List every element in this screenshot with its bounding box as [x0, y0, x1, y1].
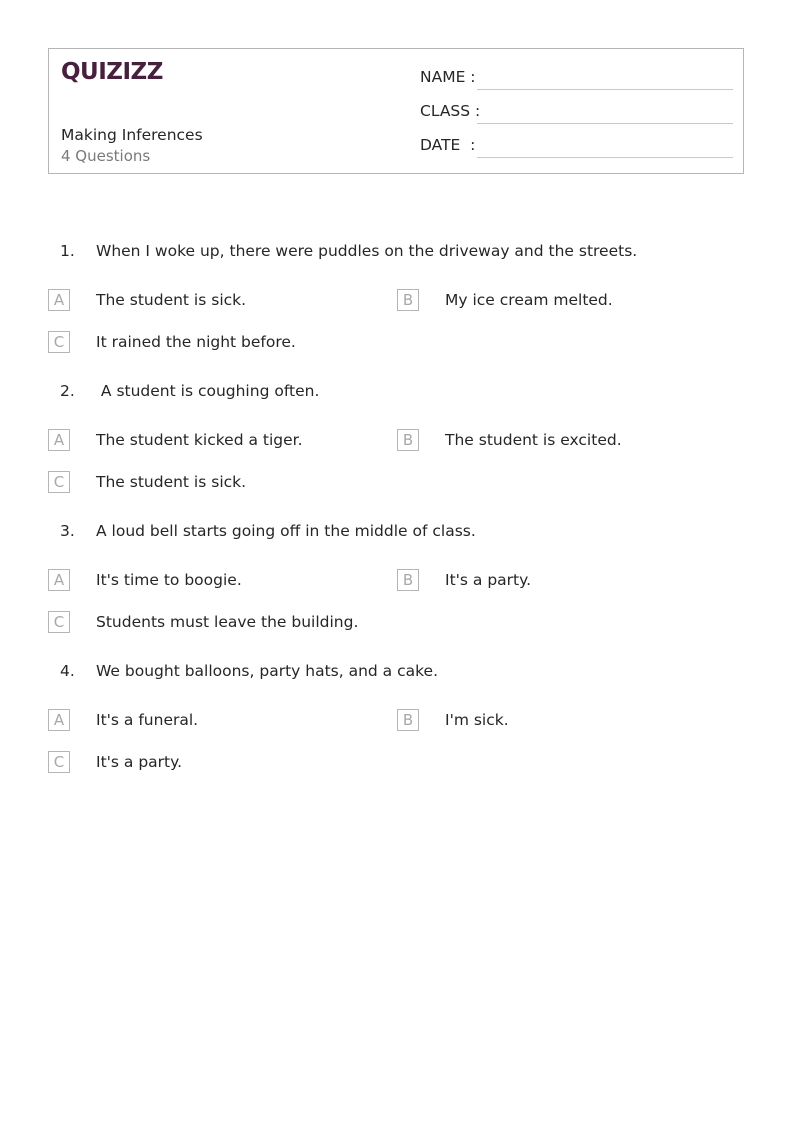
question-number: 4. — [60, 662, 75, 680]
option-letter-box[interactable]: B — [397, 709, 419, 731]
option-letter-box[interactable]: A — [48, 569, 70, 591]
option-text: It's time to boogie. — [96, 571, 242, 589]
option-letter-box[interactable]: A — [48, 289, 70, 311]
question-number: 1. — [60, 242, 75, 260]
worksheet-title: Making Inferences — [61, 126, 203, 144]
option-letter-box[interactable]: C — [48, 751, 70, 773]
class-label: CLASS : — [420, 102, 481, 120]
name-label: NAME : — [420, 68, 476, 86]
name-line — [477, 89, 733, 90]
question-count: 4 Questions — [61, 147, 151, 165]
option-letter-box[interactable]: C — [48, 331, 70, 353]
question-text: We bought balloons, party hats, and a cake. — [96, 662, 438, 680]
worksheet-header — [48, 48, 744, 174]
option-letter-box[interactable]: C — [48, 611, 70, 633]
question-text: When I woke up, there were puddles on the driveway and the streets. — [96, 242, 638, 260]
quizizz-logo: QUIZIZZ — [61, 59, 163, 85]
question-text: A student is coughing often. — [96, 382, 320, 400]
option-text: It's a party. — [96, 753, 183, 771]
option-text: The student is excited. — [445, 431, 622, 449]
question-number: 2. — [60, 382, 75, 400]
option-text: The student is sick. — [96, 291, 247, 309]
option-letter-box[interactable]: A — [48, 429, 70, 451]
option-letter-box[interactable]: C — [48, 471, 70, 493]
option-letter-box[interactable]: A — [48, 709, 70, 731]
option-text: It rained the night before. — [96, 333, 296, 351]
class-line — [477, 123, 733, 124]
option-text: My ice cream melted. — [445, 291, 613, 309]
option-text: The student is sick. — [96, 473, 247, 491]
option-text: Students must leave the building. — [96, 613, 359, 631]
question-number: 3. — [60, 522, 75, 540]
option-text: The student kicked a tiger. — [96, 431, 303, 449]
date-label: DATE : — [420, 136, 476, 154]
option-text: I'm sick. — [445, 711, 509, 729]
option-text: It's a party. — [445, 571, 532, 589]
option-letter-box[interactable]: B — [397, 429, 419, 451]
option-text: It's a funeral. — [96, 711, 199, 729]
option-letter-box[interactable]: B — [397, 289, 419, 311]
option-letter-box[interactable]: B — [397, 569, 419, 591]
date-line — [477, 157, 733, 158]
question-text: A loud bell starts going off in the middle of class. — [96, 522, 476, 540]
